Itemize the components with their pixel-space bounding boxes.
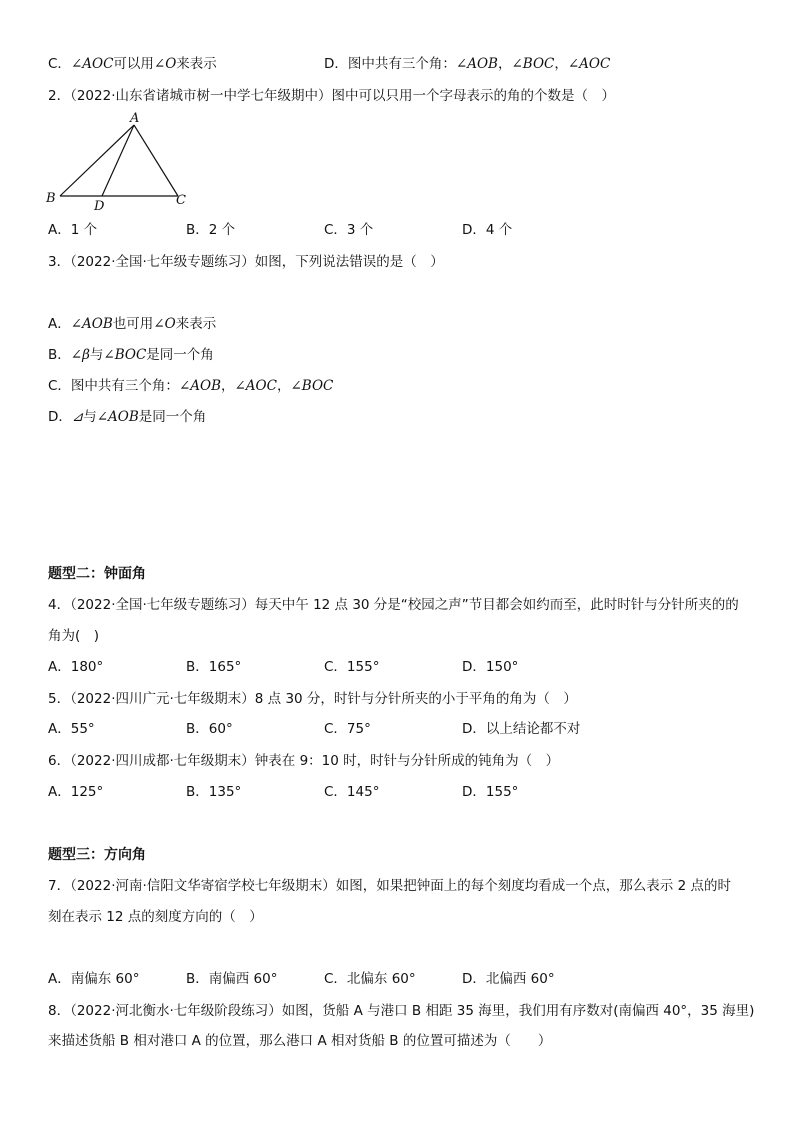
option-label: B． — [48, 347, 71, 363]
option-text: 来表示 — [176, 56, 217, 72]
q1-option-c — [48, 54, 217, 74]
vertex-label-a: A — [130, 111, 140, 126]
q7-option-a: A．南偏东 60° — [48, 971, 140, 987]
q8-stem-line2: 来描述货船 B 相对港口 A 的位置，那么港口 A 相对货船 B 的位置可描述为（ ） — [48, 1033, 552, 1049]
vertex-label-b: B — [46, 191, 56, 206]
q5-option-b: B．60° — [186, 721, 233, 737]
option-text: 也可用 — [112, 316, 154, 332]
q4-stem-line2: 角为( ) — [48, 628, 100, 644]
option-label: D． — [48, 409, 72, 425]
q2-option-b: B．2 个 — [186, 222, 236, 238]
q7-stem-line1: 7．（2022·河南·信阳文华寄宿学校七年级期末）如图，如果把钟面上的每个刻度均看成一个点，那么表示 2 点的时 — [48, 878, 731, 894]
option-label: C． — [48, 56, 71, 72]
angle-symbol: ∠AOC — [234, 378, 277, 394]
q3-option-d — [48, 407, 206, 427]
option-label: A． — [48, 316, 71, 332]
vertex-label-c: C — [176, 193, 186, 208]
angle-symbol: ∠AOC — [70, 56, 114, 72]
q3-stem: 3．（2022·全国·七年级专题练习）如图，下列说法错误的是（ ） — [48, 254, 444, 270]
option-text: 是同一个角 — [146, 347, 214, 363]
q8-stem-line1: 8．（2022·河北衡水·七年级阶段练习）如图，货船 A 与港口 B 相距 35 海里，我们用有序数对(南偏西 40°，35 海里) — [48, 1003, 755, 1019]
q5-option-d: D．以上结论都不对 — [462, 721, 581, 737]
q3-option-c — [48, 376, 333, 396]
q5-stem: 5．（2022·四川广元·七年级期末）8 点 30 分，时针与分针所夹的小于平角的角为（ ） — [48, 691, 577, 707]
section-title-clock-angle: 题型二：钟面角 — [48, 566, 146, 582]
q2-option-d: D．4 个 — [462, 222, 513, 238]
q7-option-d: D．北偏西 60° — [462, 971, 555, 987]
angle-symbol: ∠AOB — [455, 56, 498, 72]
option-text: 是同一个角 — [138, 409, 207, 425]
q7-stem-line2: 刻在表示 12 点的刻度方向的（ ） — [48, 909, 263, 925]
q7-option-b: B．南偏西 60° — [186, 971, 278, 987]
q6-option-b: B．135° — [186, 784, 242, 800]
option-label: D．图中共有三个角： — [324, 56, 456, 72]
angle-symbol: ⊿ — [71, 409, 84, 425]
angle-symbol: ∠β — [70, 347, 90, 363]
q6-stem: 6．（2022·四川成都·七年级期末）钟表在 9：10 时，时针与分针所成的钝角为（ ） — [48, 753, 560, 769]
segment-ad — [102, 125, 134, 196]
q4-option-a: A．180° — [48, 659, 104, 675]
triangle-side-ac — [134, 125, 178, 196]
separator: ， — [221, 378, 235, 394]
option-text: 与 — [83, 409, 97, 425]
q1-option-d — [324, 54, 610, 74]
separator: ， — [554, 56, 568, 72]
angle-symbol: ∠AOC — [567, 56, 611, 72]
angle-symbol: ∠AOB — [70, 316, 113, 332]
q3-option-a — [48, 314, 216, 334]
option-label: C．图中共有三个角： — [48, 378, 179, 394]
q5-option-c: C．75° — [324, 721, 371, 737]
angle-symbol: ∠AOB — [96, 409, 139, 425]
option-text: 可以用 — [113, 56, 154, 72]
angle-symbol: ∠BOC — [511, 56, 555, 72]
q6-option-a: A．125° — [48, 784, 104, 800]
angle-symbol: ∠BOC — [290, 378, 334, 394]
angle-symbol: ∠AOB — [178, 378, 221, 394]
vertex-label-d: D — [94, 199, 105, 212]
q5-option-a: A．55° — [48, 721, 95, 737]
angle-symbol: ∠BOC — [103, 347, 147, 363]
q7-option-c: C．北偏东 60° — [324, 971, 416, 987]
q4-stem-line1: 4．（2022·全国·七年级专题练习）每天中午 12 点 30 分是“校园之声”节目都会如约而至，此时时针与分针所夹的的 — [48, 597, 739, 613]
q4-option-b: B．165° — [186, 659, 242, 675]
section-title-direction-angle: 题型三：方向角 — [48, 847, 146, 863]
separator: ， — [276, 378, 291, 394]
angle-symbol: ∠O — [153, 56, 177, 72]
q2-option-a: A．1 个 — [48, 222, 98, 238]
option-text: 与 — [89, 347, 104, 363]
angle-symbol: ∠O — [153, 316, 176, 332]
option-text: 来表示 — [175, 316, 217, 332]
q4-option-c: C．155° — [324, 659, 380, 675]
separator: ， — [497, 56, 512, 72]
triangle-figure — [40, 108, 200, 212]
triangle-side-ab — [60, 125, 134, 196]
q2-stem: 2．（2022·山东省诸城市树一中学七年级期中）图中可以只用一个字母表示的角的个数是（ ） — [48, 88, 615, 104]
q3-option-b — [48, 345, 214, 365]
q6-option-d: D．155° — [462, 784, 519, 800]
q2-option-c: C．3 个 — [324, 222, 374, 238]
q6-option-c: C．145° — [324, 784, 380, 800]
q4-option-d: D．150° — [462, 659, 519, 675]
